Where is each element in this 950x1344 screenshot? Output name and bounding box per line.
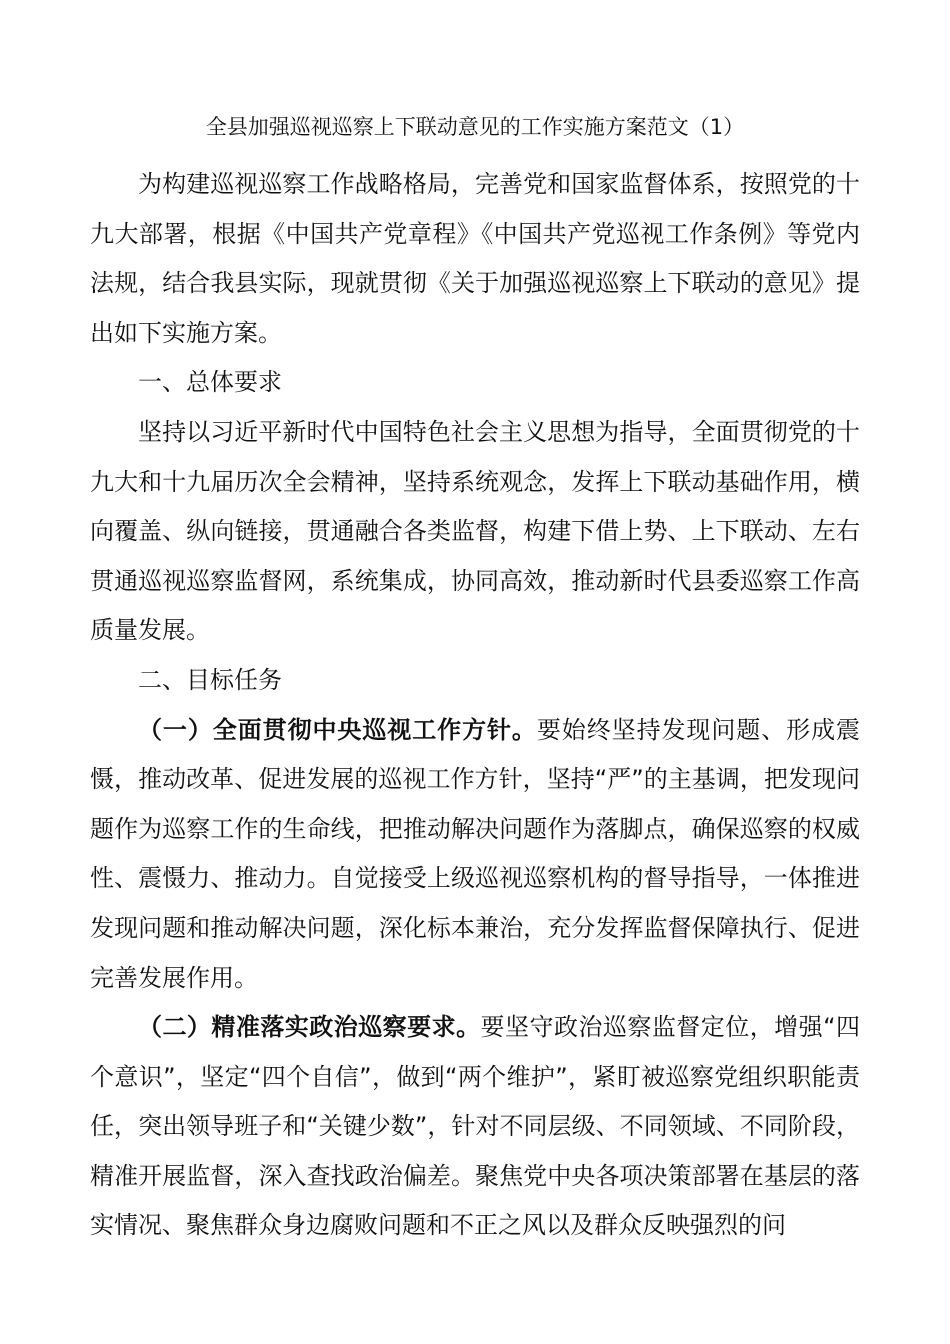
task-item-2 bbox=[90, 1003, 860, 1251]
overall-requirements-paragraph: 坚持以习近平新时代中国特色社会主义思想为指导，全面贯彻党的十九大和十九届历次全会精神，坚持系统观念，发挥上下联动基础作用，横向覆盖、纵向链接，贯通融合各类监督，构建下借上势、上下联动、左右贯通巡视巡察监督网，系统集成，协同高效，推动新时代县委巡察工作高质量发展。 bbox=[90, 417, 860, 645]
task-item-2-title: （二）精准落实政治巡察要求。 bbox=[138, 1013, 481, 1042]
task-item-1-title: （一）全面贯彻中央巡视工作方针。 bbox=[138, 715, 537, 744]
task-item-2-body: 要坚守政治巡察监督定位，增强“四个意识”，坚定“四个自信”，做到“两个维护”，紧盯被巡察党组织职能责任，突出领导班子和“关键少数”，针对不同层级、不同领域、不同阶段，精准开展监督，深入查找政治偏差。聚焦党中央各项决策部署在基层的落实情况、聚焦群众身边腐败问题和不正之风以及群众反映强烈的问 bbox=[90, 1013, 860, 1240]
section-heading-overall-requirements: 一、总体要求 bbox=[138, 368, 282, 397]
section-heading-goals-tasks: 二、目标任务 bbox=[138, 665, 282, 694]
task-item-1-body: 要始终坚持发现问题、形成震慑，推动改革、促进发展的巡视工作方针，坚持“严”的主基调，把发现问题作为巡察工作的生命线，把推动解决问题作为落脚点，确保巡察的权威性、震慑力、推动力。自觉接受上级巡视巡察机构的督导指导，一体推进发现问题和推动解决问题，深化标本兼治，充分发挥监督保障执行、促进完善发展作用。 bbox=[90, 715, 861, 992]
document-body bbox=[90, 160, 860, 1251]
intro-paragraph: 为构建巡视巡察工作战略格局，完善党和国家监督体系，按照党的十九大部署，根据《中国共产党章程》《中国共产党巡视工作条例》等党内法规，结合我县实际，现就贯彻《关于加强巡视巡察上下联动的意见》提出如下实施方案。 bbox=[90, 170, 860, 347]
task-item-1 bbox=[90, 706, 860, 1004]
document-title: 全县加强巡视巡察上下联动意见的工作实施方案范文（1） bbox=[205, 115, 745, 139]
